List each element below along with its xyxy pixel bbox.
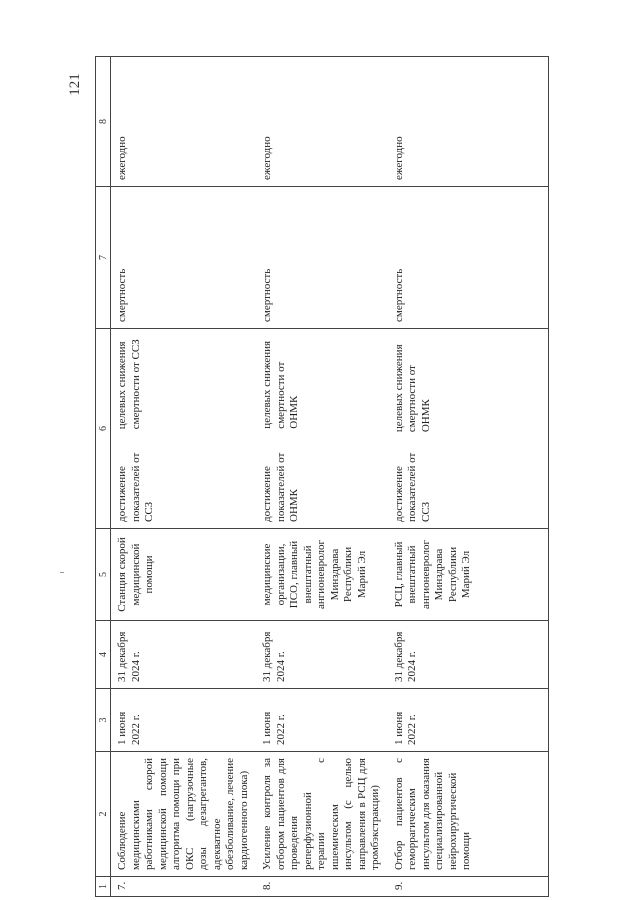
- column-number: 8: [96, 57, 111, 187]
- indicator-cell: [256, 187, 388, 329]
- table-row: [388, 57, 549, 897]
- result-cell: [388, 329, 549, 529]
- measure-cell: Соблюдение медицинскими работниками скорой медицинской помощи алгоритма помощи при ОКС (нагрузочные дозы дезагрегантов, адекватное обезболивание, лечение кардиогенного шока): [111, 752, 257, 877]
- end-date-cell: 31 декабря 2024 г.: [256, 621, 388, 689]
- measure-cell: Отбор пациентов с геморрагическим инсультом для оказания специализированной нейрохирургической помощи: [388, 752, 549, 877]
- column-number: 5: [96, 529, 111, 621]
- frequency-cell: ежегодно: [388, 57, 549, 187]
- indicator-cell: [111, 187, 257, 329]
- column-number: 6: [96, 329, 111, 529]
- frequency-cell: ежегодно: [256, 57, 388, 187]
- result-part-b: целевых снижения смертности от ССЗ: [116, 339, 142, 430]
- column-number: 7: [96, 187, 111, 329]
- result-cell: [256, 329, 388, 529]
- table-row: [256, 57, 388, 897]
- column-number: 3: [96, 689, 111, 752]
- column-number: 4: [96, 621, 111, 689]
- result-part-b: целевых снижения смертности от ОНМК: [392, 344, 432, 433]
- result-part-b: целевых снижения смертности от ОНМК: [261, 340, 300, 429]
- indicator-cell: [388, 187, 549, 329]
- column-number-header: [96, 57, 111, 897]
- row-number: 7.: [111, 877, 257, 897]
- row-number: 8.: [256, 877, 388, 897]
- result-part-a: достижение показателей от ОНМК: [261, 452, 300, 522]
- frequency-cell: ежегодно: [111, 57, 257, 187]
- start-date-cell: 1 июня 2022 г.: [256, 689, 388, 752]
- indicator-text: смертность: [116, 268, 128, 322]
- column-number: 2: [96, 752, 111, 877]
- plan-table-sheet: [95, 57, 615, 897]
- row-number: 9.: [388, 877, 549, 897]
- page-number: 121: [66, 73, 83, 96]
- table-row: [111, 57, 257, 897]
- start-date-cell: 1 июня 2022 г.: [388, 689, 549, 752]
- responsible-cell: Станция скорой медицинской помощи: [111, 529, 257, 621]
- responsible-cell: РСЦ, главный внештатный ангионевролог Минздрава Республики Марий Эл: [388, 529, 549, 621]
- scan-mark: [60, 572, 64, 573]
- result-part-a: достижение показателей от ССЗ: [392, 452, 432, 522]
- result-part-a: достижение показателей от ССЗ: [116, 452, 155, 522]
- measure-cell: Усиление контроля за отбором пациентов для проведения реперфузионной терапии с ишемическим инсультом (с целью направления в РСЦ для тромбэкстракции): [256, 752, 388, 877]
- measures-table: [95, 56, 549, 897]
- indicator-text: смертность: [392, 268, 405, 322]
- column-number: 1: [96, 877, 111, 897]
- responsible-cell: медицинские организации, ПСО, главный внештатный ангионевролог Минздрава Республики Марий Эл: [256, 529, 388, 621]
- end-date-cell: 31 декабря 2024 г.: [111, 621, 257, 689]
- start-date-cell: 1 июня 2022 г.: [111, 689, 257, 752]
- end-date-cell: 31 декабря 2024 г.: [388, 621, 549, 689]
- indicator-text: смертность: [261, 268, 273, 322]
- result-cell: [111, 329, 257, 529]
